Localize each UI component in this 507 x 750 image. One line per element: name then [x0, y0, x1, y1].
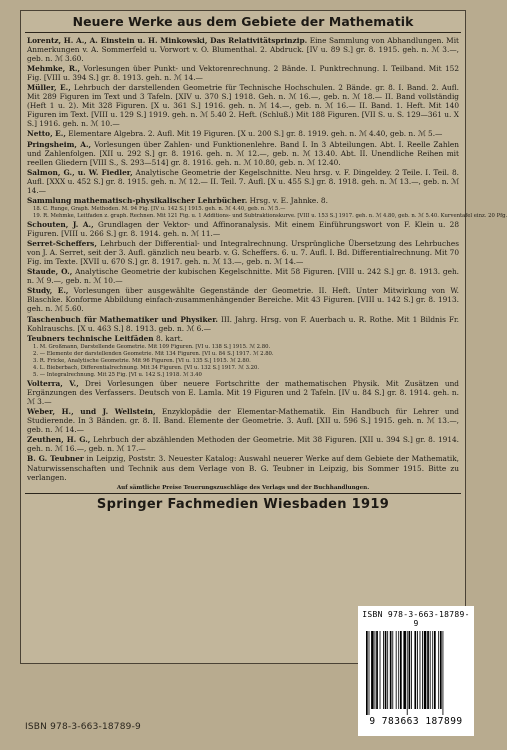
book-entry [27, 379, 459, 406]
entry-author: Mehmke, R., [27, 64, 81, 74]
entry-title: Das Relativitätsprinzip. [207, 36, 308, 45]
entry-title: Taschenbuch für Mathematiker und Physiker. [27, 314, 218, 324]
entry-text: Enzyklopädie der Elementar-Mathematik. Ein Handbuch für Lehrer und Studierende. In 3 Bänden. gr. 8. II. Band. Elemente der Geometrie. 3. Aufl. [XII u. 596 S.] 1915. geh. n. ℳ 13.—, geb. n. ℳ 14.— [27, 407, 459, 435]
book-entry [27, 267, 459, 285]
book-entry [27, 220, 459, 238]
series-item: 3. R. Fricke, Analytische Geometrie. Mit 96 Figuren. [VI u. 135 S.] 1915. ℳ 2.80. [33, 357, 251, 364]
book-entry [27, 168, 459, 195]
book-entry [27, 286, 459, 313]
entry-text: Drei Vorlesungen über neuere Fortschritte der mathematischen Physik. Mit Zusätzen und Ergänzungen des Verfassers. Deutsch von E. Lamla. Mit 19 Figuren und 2 Tafeln. [IV u. 84 S.] gr. 8. 1914. geh. n. ℳ 3.— [27, 379, 460, 407]
entry-text: Vorlesungen über Punkt- und Vektorenrechnung. 2 Bände. I. Punktrechnung. I. Teilband. Mit 152 Fig. [VIII u. 394 S.] gr. 8. 1913. geh. n. ℳ 14.— [27, 64, 459, 83]
entry-text: Hrsg. v. E. Jahnke. 8. [247, 195, 328, 205]
book-list [27, 36, 507, 482]
entry-text: Analytische Geometrie der kubischen Kegelschnitte. Mit 58 Figuren. [VIII u. 242 S.] gr. 8. 1913. geh. n. ℳ 9.—, geb. n. ℳ 10.— [27, 267, 460, 286]
book-entry [27, 454, 459, 481]
series-item: 4. L. Bieberbach, Differentialrechnung. Mit 34 Figuren. [VI u. 132 S.] 1917. ℳ 3.20. [33, 364, 260, 371]
entry-author: B. G. Teubner [27, 454, 84, 464]
entry-author: Staude, O., [27, 267, 73, 277]
barcode-isbn: ISBN 978-3-663-18789-9 [362, 610, 470, 628]
entry-author: Schouten, J. A., [27, 220, 94, 230]
book-entry [27, 315, 459, 333]
barcode-digits: 9 783663 187899 [369, 716, 463, 727]
entry-text: Vorlesungen über ausgewählte Gegenstände der Geometrie. II. Heft. Unter Mitwirkung von W. Blaschke. Konforme Abbildung einfach-zusammenhängender Bereiche. Mit 43 Figuren. [VIII u. 142 S.] gr. 8. 1913. geh. n. ℳ 5.60. [27, 286, 459, 314]
book-entry [27, 83, 459, 128]
book-entry [27, 407, 459, 434]
book-entry [27, 435, 459, 453]
entry-author: Lorentz, H. A., A. Einstein u. H. Minkowski, [27, 36, 208, 45]
book-entry [27, 239, 459, 266]
series-item: 2. — Elemente der darstellenden Geometrie. Mit 134 Figuren. [VI u. 84 S.] 1917. ℳ 2.80. [33, 350, 274, 357]
entry-text: Eine Sammlung von Abhandlungen. Mit Anmerkungen v. A. Sommerfeld u. Vorwort v. O. Blumenthal. 2. Abdruck. [IV u. 89 S.] gr. 8. 1915. geh. n. ℳ 3.—, geb. n. ℳ 3.60. [27, 36, 459, 64]
entry-text: Lehrbuch der darstellenden Geometrie für Technische Hochschulen. 2 Bände. gr. 8. I. Band. 2. Aufl. Mit 289 Figuren im Text und 3 Tafeln. [XIV u. 370 S.] 1918. Geh. n. ℳ 16.—, geb. n. ℳ 18.— II. Band vollständig (Heft 1 u. 2). Mit 328 Figuren. [X u. 361 S.] 1916. geh. n. ℳ 14.—, geb. n. ℳ 16.— II. Band. 1. Heft. Mit 140 Figuren im Text. [VIII u. 129 S.] 1919. geh. n. ℳ 5.40 2. Heft. (Schluß.) Mit 188 Figuren. [VII S. u. S. 129—361 u. X S.] 1916. geh. n. ℳ 10.— [27, 83, 459, 129]
book-entry [27, 129, 459, 138]
entry-text: Vorlesungen über Zahlen- und Funktionenlehre. Band I. In 3 Abteilungen. Abt. I. Reelle Zahlen und Zahlenfolgen. [XII u. 292 S.] gr. 8. 1916. geh. n. ℳ 12.—, geb. n. ℳ 13.40. Abt. II. Unendliche Reihen mit reellen Gliedern [VIII S., S. 293—514] gr. 8. 1916. geh. n. ℳ 10.80, geb. n. ℳ 12.40. [27, 139, 459, 167]
entry-author: Pringsheim, A., [27, 139, 92, 149]
book-entry [27, 334, 459, 343]
series-item: 5. — Integralrechnung. Mit 25 Fig. [VI u. 142 S.] 1918. ℳ 3.40 [33, 372, 202, 379]
page-heading: Neuere Werke aus dem Gebiete der Mathematik [25, 14, 461, 33]
advertisement-page [20, 10, 507, 664]
entry-author: Weber, H., und J. Wellstein, [27, 407, 156, 417]
entry-author: Volterra, V., [27, 379, 79, 389]
series-item: 1. M. Großmann, Darstellende Geometrie. Mit 109 Figuren. [VI u. 138 S.] 1915. ℳ 2.80. [33, 343, 271, 350]
entry-text: III. Jahrg. Hrsg. von F. Auerbach u. R. Rothe. Mit 1 Bildnis Fr. Kohlrauschs. [X u. 463 S.] 8. 1913. geb. n. ℳ 6.— [27, 314, 459, 333]
entry-text: in Leipzig, Poststr. 3. Neuester Katalog: Auswahl neuerer Werke auf dem Gebiete der Mathematik, Naturwissenschaften und Technik aus dem Verlage von B. G. Teubner in Leipzig, bis Sommer 1915. Bitte zu verlangen. [27, 454, 459, 482]
book-entry [27, 196, 459, 205]
price-footnote: Auf sämtliche Preise Teuerungszuschläge des Verlags und der Buchhandlungen. [116, 484, 370, 491]
series-item: 18. C. Runge, Graph. Methoden. M. 94 Fig. [IV u. 142 S.] 1915. geh. n. ℳ 4.40, geb. n. ℳ 5.— [33, 205, 286, 212]
entry-text: Lehrbuch der Differential- und Integralrechnung. Ursprüngliche Übersetzung des Lehrbuches von J. A. Serret, seit der 3. Aufl. gänzlich neu bearb. v. G. Scheffers. 6. u. 7. Aufl. I. Bd. Differentialrechnung. Mit 70 Fig. im Texte. [XVII u. 670 S.] gr. 8. 1917. geh. n. ℳ 13.—, geb. n. ℳ 14.— [27, 239, 459, 267]
entry-author: Netto, E., [27, 129, 66, 139]
entry-text: Analytische Geometrie der Kegelschnitte. Neu hrsg. v. F. Dingeldey. 2 Teile. I. Teil. 8. Aufl. [XXX u. 452 S.] gr. 8. 1915. geh. n. ℳ 12.— II. Teil. 7. Aufl. [X u. 455 S.] gr. 8. 1918. geh. n. ℳ 13.—, geb. n. ℳ 14.— [27, 167, 459, 195]
entry-title: Teubners technische Leitfäden [27, 333, 154, 343]
entry-text: Lehrbuch der abzählenden Methoden der Geometrie. Mit 38 Figuren. [XII u. 394 S.] gr. 8. 1914. geh. n. ℳ 16.—, geb. n. ℳ 17.— [27, 435, 459, 454]
series-item: 19. R. Mehmke, Leitfaden z. graph. Rechnen. Mit 121 Fig. u. 1 Additions- und Subtraktionskurve. [VIII u. 153 S.] 1917. geh. n. ℳ 4.80, geb. n. ℳ 5.40. Kurventafel einz. 20 Pfg. [33, 212, 507, 219]
barcode-panel [358, 606, 474, 736]
book-entry [27, 36, 459, 63]
entry-author: Müller, E., [27, 83, 71, 93]
entry-text: Grundlagen der Vektor- und Affinoranalysis. Mit einem Einführungswort von F. Klein u. 28 Figuren. [VIII u. 266 S.] gr. 8. 1914. geh. n. ℳ 11.— [27, 220, 459, 239]
book-entry [27, 64, 459, 82]
entry-author: Zeuthen, H. G., [27, 435, 91, 445]
entry-text: 8. kart. [153, 333, 183, 343]
publisher-line: Springer Fachmedien Wiesbaden 1919 [25, 493, 461, 512]
entry-author: Serret-Scheffers, [27, 239, 97, 249]
entry-author: Study, E., [27, 286, 69, 296]
isbn-footer: ISBN 978-3-663-18789-9 [25, 722, 141, 732]
barcode-icon [364, 631, 468, 715]
entry-title: Sammlung mathematisch-physikalischer Lehrbücher. [27, 195, 248, 205]
entry-author: Salmon, G., u. W. Fiedler, [27, 167, 133, 177]
book-entry [27, 140, 459, 167]
entry-text: Elementare Algebra. 2. Aufl. Mit 19 Figuren. [X u. 200 S.] gr. 8. 1919. geh. n. ℳ 4.40, geb. n. ℳ 5.— [65, 129, 443, 139]
